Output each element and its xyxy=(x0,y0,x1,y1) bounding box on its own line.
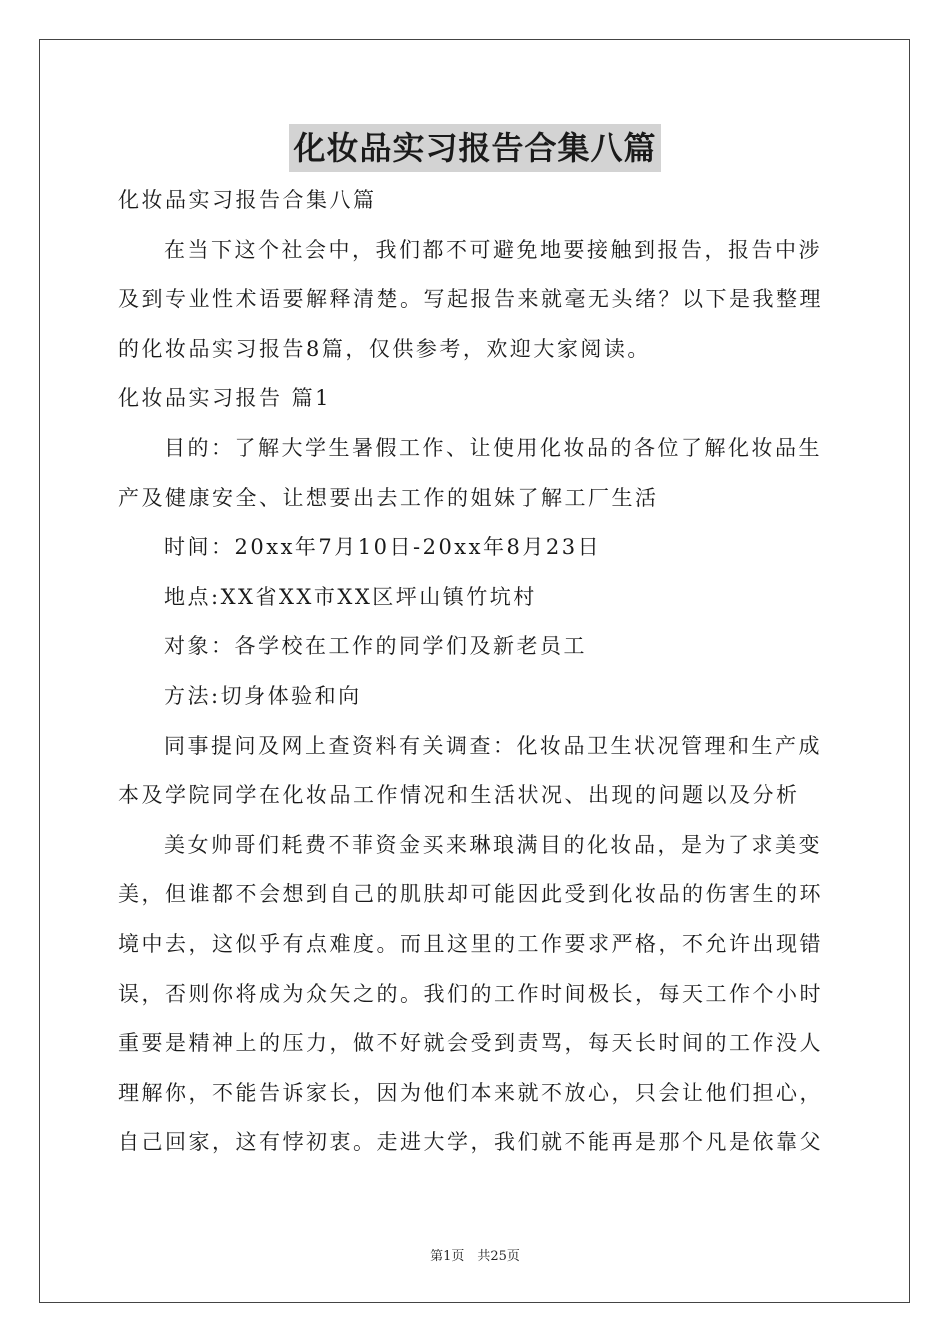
text-line: 化妆品实习报告合集八篇 xyxy=(118,188,377,212)
text-line: 重要是精神上的压力，做不好就会受到责骂，每天长时间的工作没人 xyxy=(118,1031,823,1056)
document-title: 化妆品实习报告合集八篇 xyxy=(289,124,660,172)
text-line: 美，但谁都不会想到自己的肌肤却可能因此受到化妆品的伤害生的环 xyxy=(118,882,823,907)
page-footer: 第1页 共25页 xyxy=(430,1249,520,1264)
text-line: 目的：了解大学生暑假工作、让使用化妆品的各位了解化妆品生 xyxy=(164,435,822,460)
text-line: 及到专业性术语要解释清楚。写起报告来就毫无头绪？以下是我整理 xyxy=(118,287,823,312)
text-line: 化妆品实习报告 篇1 xyxy=(118,386,332,411)
text-line: 理解你，不能告诉家长，因为他们本来就不放心，只会让他们担心， xyxy=(118,1080,823,1105)
document-body xyxy=(118,176,838,1168)
title-container xyxy=(0,124,950,172)
text-line: 境中去，这似乎有点难度。而且这里的工作要求严格，不允许出现错 xyxy=(118,931,823,956)
text-line: 对象：各学校在工作的同学们及新老员工 xyxy=(164,634,587,659)
text-line: 本及学院同学在化妆品工作情况和生活状况、出现的问题以及分析 xyxy=(118,783,800,808)
text-line: 在当下这个社会中，我们都不可避免地要接触到报告，报告中涉 xyxy=(164,237,822,262)
text-line: 地点:XX省XX市XX区坪山镇竹坑村 xyxy=(164,584,537,609)
text-line: 方法:切身体验和向 xyxy=(164,683,362,708)
text-line: 的化妆品实习报告8篇，仅供参考，欢迎大家阅读。 xyxy=(118,336,651,361)
text-line: 产及健康安全、让想要出去工作的姐妹了解工厂生活 xyxy=(118,485,659,510)
text-line: 美女帅哥们耗费不菲资金买来琳琅满目的化妆品，是为了求美变 xyxy=(164,832,822,857)
text-line: 同事提问及网上查资料有关调查：化妆品卫生状况管理和生产成 xyxy=(164,733,822,758)
text-line: 时间：20xx年7月10日-20xx年8月23日 xyxy=(164,535,602,560)
text-line: 自己回家，这有悖初衷。走进大学，我们就不能再是那个凡是依靠父 xyxy=(118,1130,823,1155)
text-line: 误，否则你将成为众矢之的。我们的工作时间极长，每天工作个小时 xyxy=(118,981,823,1006)
